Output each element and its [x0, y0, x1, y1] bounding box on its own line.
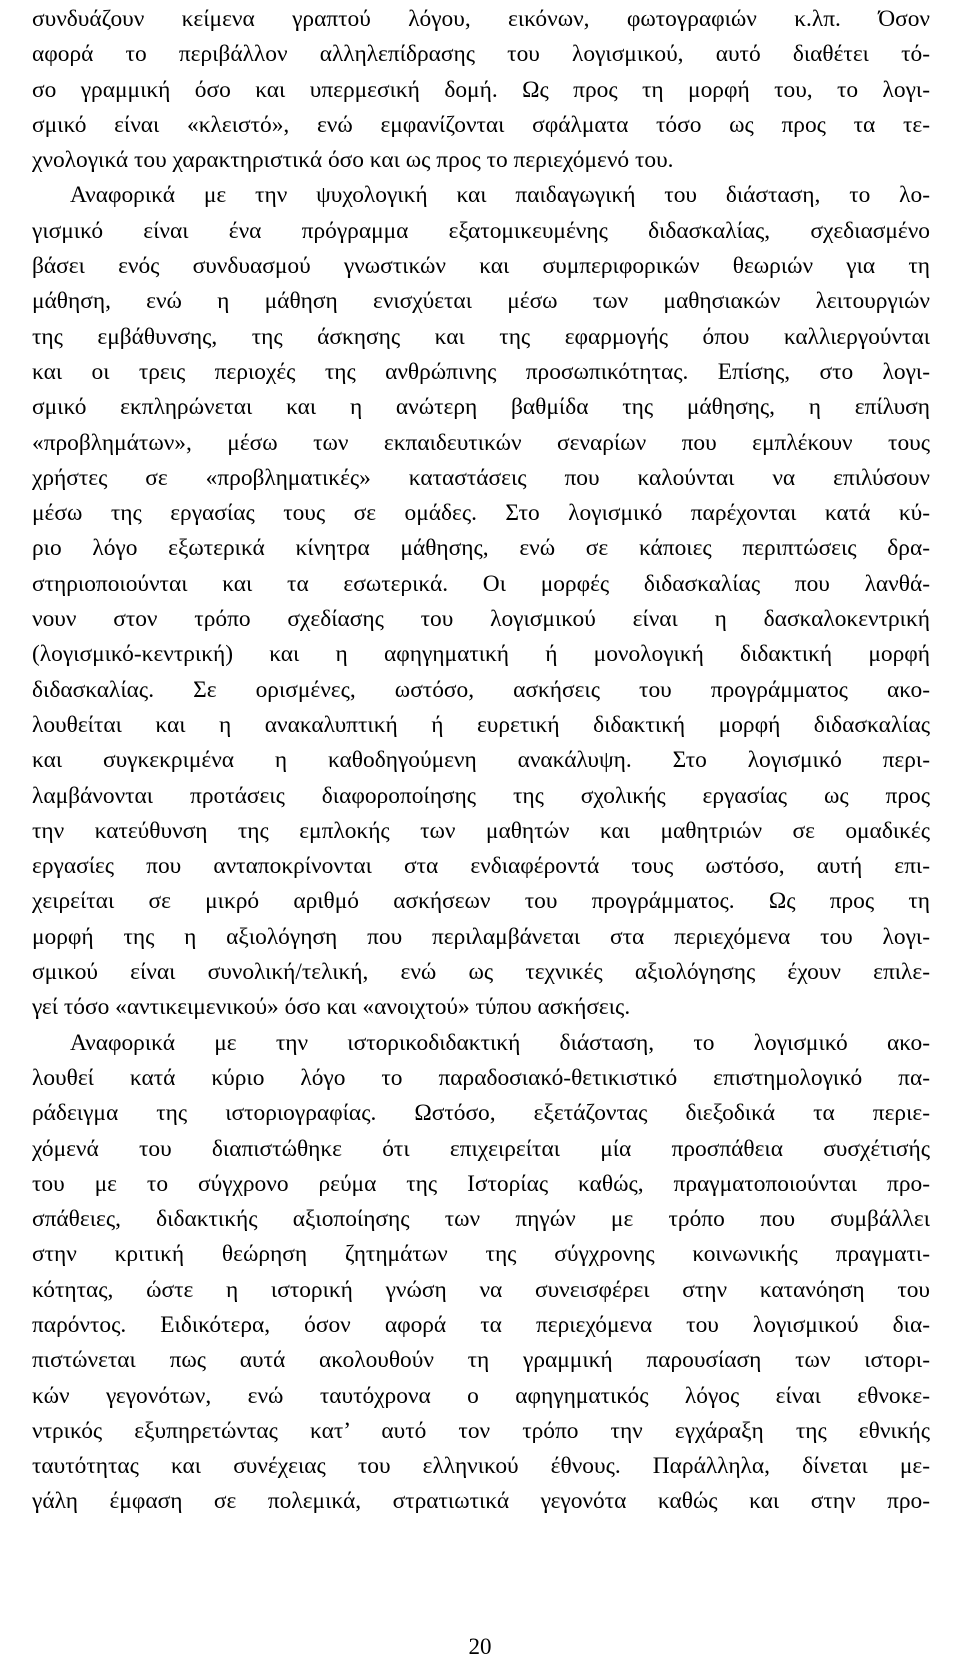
text-line: σμικό είναι «κλειστό», ενώ εμφανίζονται σφάλματα τόσο ως προς τα τε-	[32, 111, 930, 138]
page-number: 20	[468, 1634, 492, 1659]
text-line: βάσει ενός συνδυασμού γνωστικών και συμπεριφορικών θεωριών για τη	[32, 253, 930, 280]
text-line: στην κριτική θεώρηση ζητημάτων της σύγχρονης κοινωνικής πραγματι-	[32, 1241, 930, 1268]
text-line: διδασκαλίας. Σε ορισμένες, ωστόσο, ασκήσεις του προγράμματος ακο-	[32, 676, 930, 703]
text-line: και συγκεκριμένα η καθοδηγούμενη ανακάλυψη. Στο λογισμικό περι-	[32, 747, 930, 774]
text-line: λουθείται και η ανακαλυπτική ή ευρετική διδακτική μορφή διδασκαλίας	[32, 711, 930, 738]
text-line: ριο λόγο εξωτερικά κίνητρα μάθησης, ενώ σε κάποιες περιπτώσεις δρα-	[32, 535, 930, 562]
text-line: «προβλημάτων», μέσω των εκπαιδευτικών σεναρίων που εμπλέκουν τους	[32, 429, 930, 456]
text-line: Αναφορικά με την ιστορικοδιδακτική διάσταση, το λογισμικό ακο-	[70, 1029, 930, 1056]
text-line: μορφή της η αξιολόγηση που περιλαμβάνεται στα περιεχόμενα του λογι-	[32, 923, 930, 950]
text-line: γεί τόσο «αντικειμενικού» όσο και «ανοιχτού» τύπου ασκήσεις.	[32, 994, 631, 1021]
text-line: χνολογικά του χαρακτηριστικά όσο και ως προς το περιεχόμενό του.	[32, 147, 674, 174]
text-line: σπάθειες, διδακτικής αξιοποίησης των πηγών με τρόπο που συμβάλλει	[32, 1206, 930, 1233]
text-line: ντρικός εξυπηρετώντας κατ’ αυτό τον τρόπο την εγχάραξη της εθνικής	[32, 1417, 930, 1444]
text-line: και οι τρεις περιοχές της ανθρώπινης προσωπικότητας. Επίσης, στο λογι-	[32, 358, 930, 385]
text-line: γάλη έμφαση σε πολεμικά, στρατιωτικά γεγονότα καθώς και στην προ-	[32, 1488, 930, 1515]
text-line: γισμικό είναι ένα πρόγραμμα εξατομικευμένης διδασκαλίας, σχεδιασμένο	[32, 217, 930, 244]
text-line: του με το σύγχρονο ρεύμα της Ιστορίας καθώς, πραγματοποιούνται προ-	[32, 1170, 930, 1197]
text-line: ταυτότητας και συνέχειας του ελληνικού έθνους. Παράλληλα, δίνεται με-	[32, 1453, 930, 1480]
text-line: ράδειγμα της ιστοριογραφίας. Ωστόσο, εξετάζοντας διεξοδικά τα περιε-	[32, 1100, 930, 1127]
text-line: την κατεύθυνση της εμπλοκής των μαθητών και μαθητριών σε ομαδικές	[32, 817, 930, 844]
text-line: χειρείται σε μικρό αριθμό ασκήσεων του προγράμματος. Ως προς τη	[32, 888, 930, 915]
text-line: σμικό εκπληρώνεται και η ανώτερη βαθμίδα της μάθησης, η επίλυση	[32, 394, 930, 421]
text-line: σμικού είναι συνολική/τελική, ενώ ως τεχνικές αξιολόγησης έχουν επιλε-	[32, 959, 930, 986]
text-line: κότητας, ώστε η ιστορική γνώση να συνεισφέρει στην κατανόηση του	[32, 1276, 930, 1303]
text-line: σο γραμμική όσο και υπερμεσική δομή. Ως προς τη μορφή του, το λογι-	[32, 76, 930, 103]
text-line: μέσω της εργασίας τους σε ομάδες. Στο λογισμικό παρέχονται κατά κύ-	[32, 500, 930, 527]
text-line: κών γεγονότων, ενώ ταυτόχρονα ο αφηγηματικός λόγος είναι εθνοκε-	[32, 1382, 930, 1409]
text-line: της εμβάθυνσης, της άσκησης και της εφαρμογής όπου καλλιεργούνται	[32, 323, 930, 350]
text-line: Αναφορικά με την ψυχολογική και παιδαγωγική του διάσταση, το λο-	[70, 182, 930, 209]
text-line: πιστώνεται πως αυτά ακολουθούν τη γραμμική παρουσίαση των ιστορι-	[32, 1347, 930, 1374]
document-page	[32, 2, 930, 1520]
text-line: παρόντος. Ειδικότερα, όσον αφορά τα περιεχόμενα του λογισμικού δια-	[32, 1311, 930, 1338]
text-line: μάθηση, ενώ η μάθηση ενισχύεται μέσω των μαθησιακών λειτουργιών	[32, 288, 930, 315]
text-line: νουν στον τρόπο σχεδίασης του λογισμικού είναι η δασκαλοκεντρική	[32, 606, 930, 633]
text-line: χρήστες σε «προβληματικές» καταστάσεις που καλούνται να επιλύσουν	[32, 464, 930, 491]
text-line: (λογισμικό-κεντρική) και η αφηγηματική ή μονολογική διδακτική μορφή	[32, 641, 930, 668]
text-line: στηριοποιούνται και τα εσωτερικά. Οι μορφές διδασκαλίας που λανθά-	[32, 570, 930, 597]
text-line: αφορά το περιβάλλον αλληλεπίδρασης του λογισμικού, αυτό διαθέτει τό-	[32, 41, 930, 68]
text-line: συνδυάζουν κείμενα γραπτού λόγου, εικόνων, φωτογραφιών κ.λπ. Όσον	[32, 6, 930, 32]
text-line: λαμβάνονται προτάσεις διαφοροποίησης της σχολικής εργασίας ως προς	[32, 782, 930, 809]
text-line: λουθεί κατά κύριο λόγο το παραδοσιακό-θετικιστικό επιστημολογικό πα-	[32, 1064, 930, 1091]
text-line: εργασίες που ανταποκρίνονται στα ενδιαφέροντά τους ωστόσο, αυτή επι-	[32, 853, 930, 880]
text-line: χόμενά του διαπιστώθηκε ότι επιχειρείται μία προσπάθεια συσχέτισής	[32, 1135, 930, 1162]
